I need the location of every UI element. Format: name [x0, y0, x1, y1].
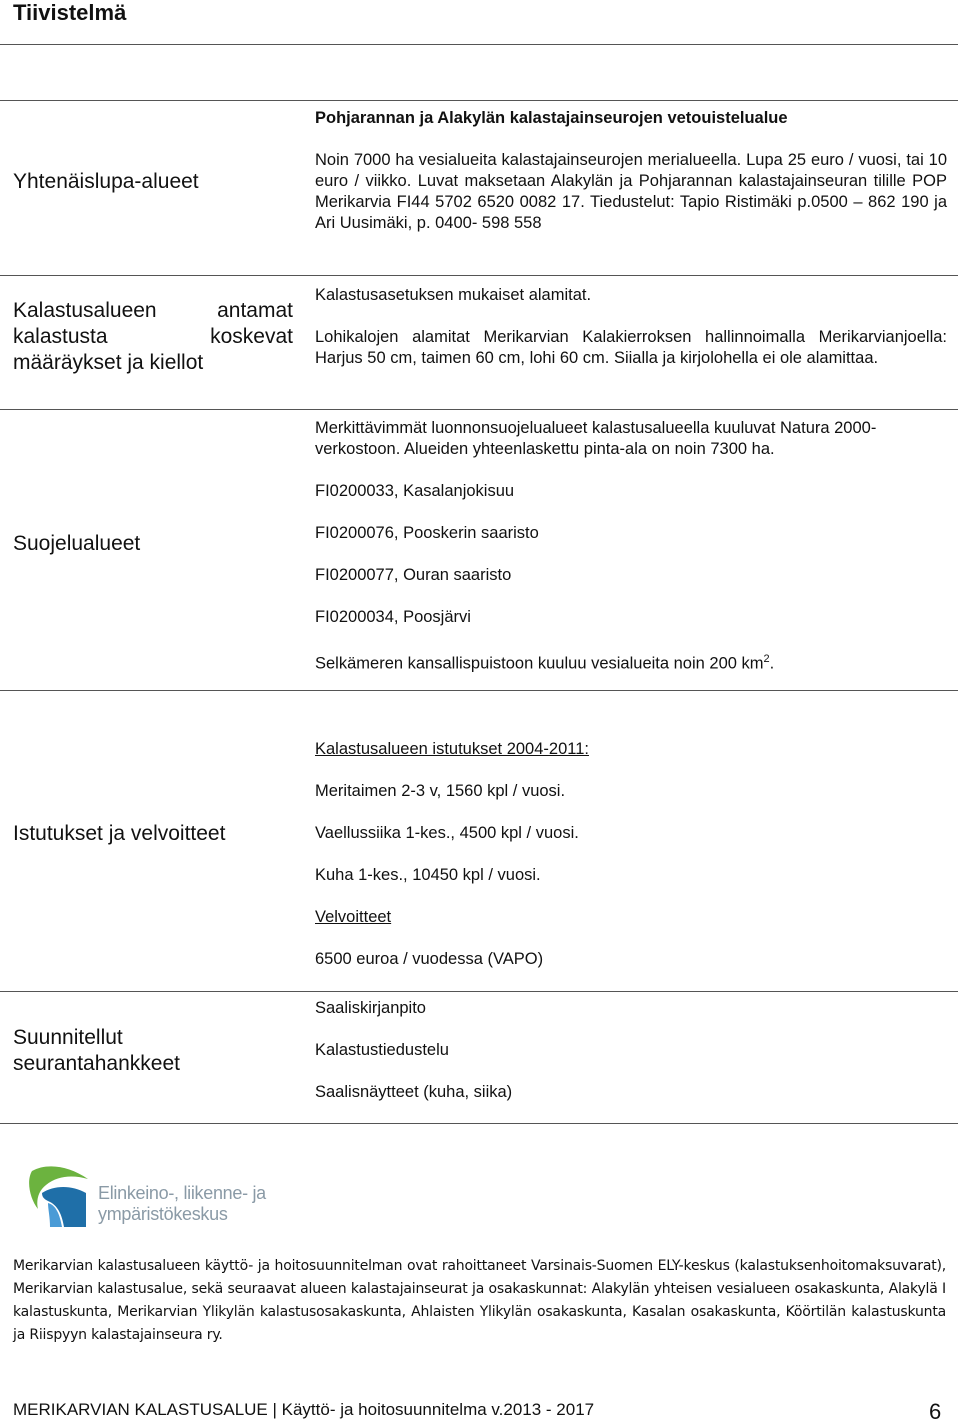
regulations-salmonid-sizes: Lohikalojen alamitat Merikarvian Kalakierroksen hallinnoimalla Merikarvianjoella: Harjus 50 cm, taimen 60 cm, lohi 60 cm. Siialla ja kirjolohella ei ole alamittaa. — [315, 328, 947, 367]
natura-site: FI0200033, Kasalanjokisuu — [315, 482, 515, 500]
stocking-item: Kuha 1-kes., 10450 kpl / vuosi. — [315, 866, 541, 884]
protected-areas-label: Suojelualueet — [13, 532, 141, 555]
ely-logo-text-line2: ympäristökeskus — [98, 1204, 228, 1224]
table-top-rule — [0, 100, 958, 101]
stocking-heading-wrap — [315, 739, 947, 760]
monitoring-label-line: Suunnitellut — [13, 1026, 123, 1049]
stocking-item: Meritaimen 2-3 v, 1560 kpl / vuosi. — [315, 782, 566, 800]
monitoring-item: Saaliskirjanpito — [315, 999, 426, 1017]
monitoring-label-line: seurantahankkeet — [13, 1052, 180, 1075]
monitoring-item: Saalisnäytteet (kuha, siika) — [315, 1083, 513, 1101]
stocking-heading: Kalastusalueen istutukset 2004-2011: — [315, 740, 589, 758]
monitoring-item: Kalastustiedustelu — [315, 1041, 449, 1059]
obligation-item: 6500 euroa / vuodessa (VAPO) — [315, 950, 544, 968]
stocking-item: Vaellussiika 1-kes., 4500 kpl / vuosi. — [315, 824, 579, 842]
obligations-heading: Velvoitteet — [315, 908, 392, 926]
page-title: Tiivistelmä — [13, 0, 127, 25]
footer-page-number: 6 — [929, 1399, 942, 1424]
national-park-area — [315, 649, 947, 675]
regulations-minimum-sizes: Kalastusasetuksen mukaiset alamitat. — [315, 286, 592, 304]
funding-paragraph: Merikarvian kalastusalueen käyttö- ja hoitosuunnitelman ovat rahoittaneet Varsinais-Suomen ELY-keskus (kalastuksenhoitomaksuvarat), Merikarvian kalastusalue, sekä seuraavat alueen kalastajainseurat ja osakaskunnat: Alakylän yhteisen vesialueen osakaskunta, Alakylä I kalastuskunta, Merikarvian Ylikylän kalastusosakaskunta, Ahlaisten Ylikylän osakaskunta, Kasalan osakaskunta, Köörtilän kalastuskunta ja Riispyyn kalastajainseura ry. — [13, 1258, 946, 1343]
regulations-label-line: kalastusta koskevat — [13, 325, 293, 348]
title-divider — [0, 44, 958, 45]
permit-area-heading: Pohjarannan ja Alakylän kalastajainseurojen vetouistelualue — [315, 109, 788, 127]
row-divider — [0, 991, 958, 992]
row-divider — [0, 409, 958, 410]
regulations-label-line: määräykset ja kiellot — [13, 351, 204, 374]
permit-area-body: Noin 7000 ha vesialueita kalastajainseurojen merialueella. Lupa 25 euro / vuosi, tai 10 euro / viikko. Luvat maksetaan Alakylän ja Pohjarannan kalastajainseuran tilille POP Merikarvia FI44 5702 6520 0082 17. Tiedustelut: Tapio Ristimäki p.0500 – 862 190 ja Ari Uusimäki, p. 0400- 598 558 — [315, 151, 947, 232]
ely-logo-mark-icon — [28, 1163, 92, 1229]
national-park-text: Selkämeren kansallispuistoon kuuluu vesialueita noin 200 km — [315, 654, 764, 673]
natura-site: FI0200077, Ouran saaristo — [315, 566, 512, 584]
superscript: 2 — [763, 653, 770, 665]
protected-areas-intro: Merkittävimmät luonnonsuojelualueet kalastusalueella kuuluvat Natura 2000-verkostoon. Alueiden yhteenlaskettu pinta-ala on noin 7300 ha. — [315, 419, 877, 458]
obligations-heading-wrap — [315, 907, 947, 928]
period: . — [769, 654, 775, 673]
footer-document-title: MERIKARVIAN KALASTUSALUE | Käyttö- ja hoitosuunnitelma v.2013 - 2017 — [13, 1400, 595, 1419]
ely-logo-text-line1: Elinkeino-, liikenne- ja — [98, 1183, 266, 1203]
natura-site: FI0200076, Pooskerin saaristo — [315, 524, 539, 542]
monitoring-label — [13, 1025, 180, 1077]
regulations-label-line: Kalastusalueen antamat — [13, 299, 293, 322]
regulations-label — [13, 298, 293, 376]
natura-site: FI0200034, Poosjärvi — [315, 608, 471, 626]
ely-logo — [28, 1163, 288, 1233]
row-divider — [0, 275, 958, 276]
stocking-label: Istutukset ja velvoitteet — [13, 822, 226, 845]
row-divider — [0, 690, 958, 691]
permit-area-label: Yhtenäislupa-alueet — [13, 170, 199, 193]
table-bottom-rule — [0, 1123, 958, 1124]
